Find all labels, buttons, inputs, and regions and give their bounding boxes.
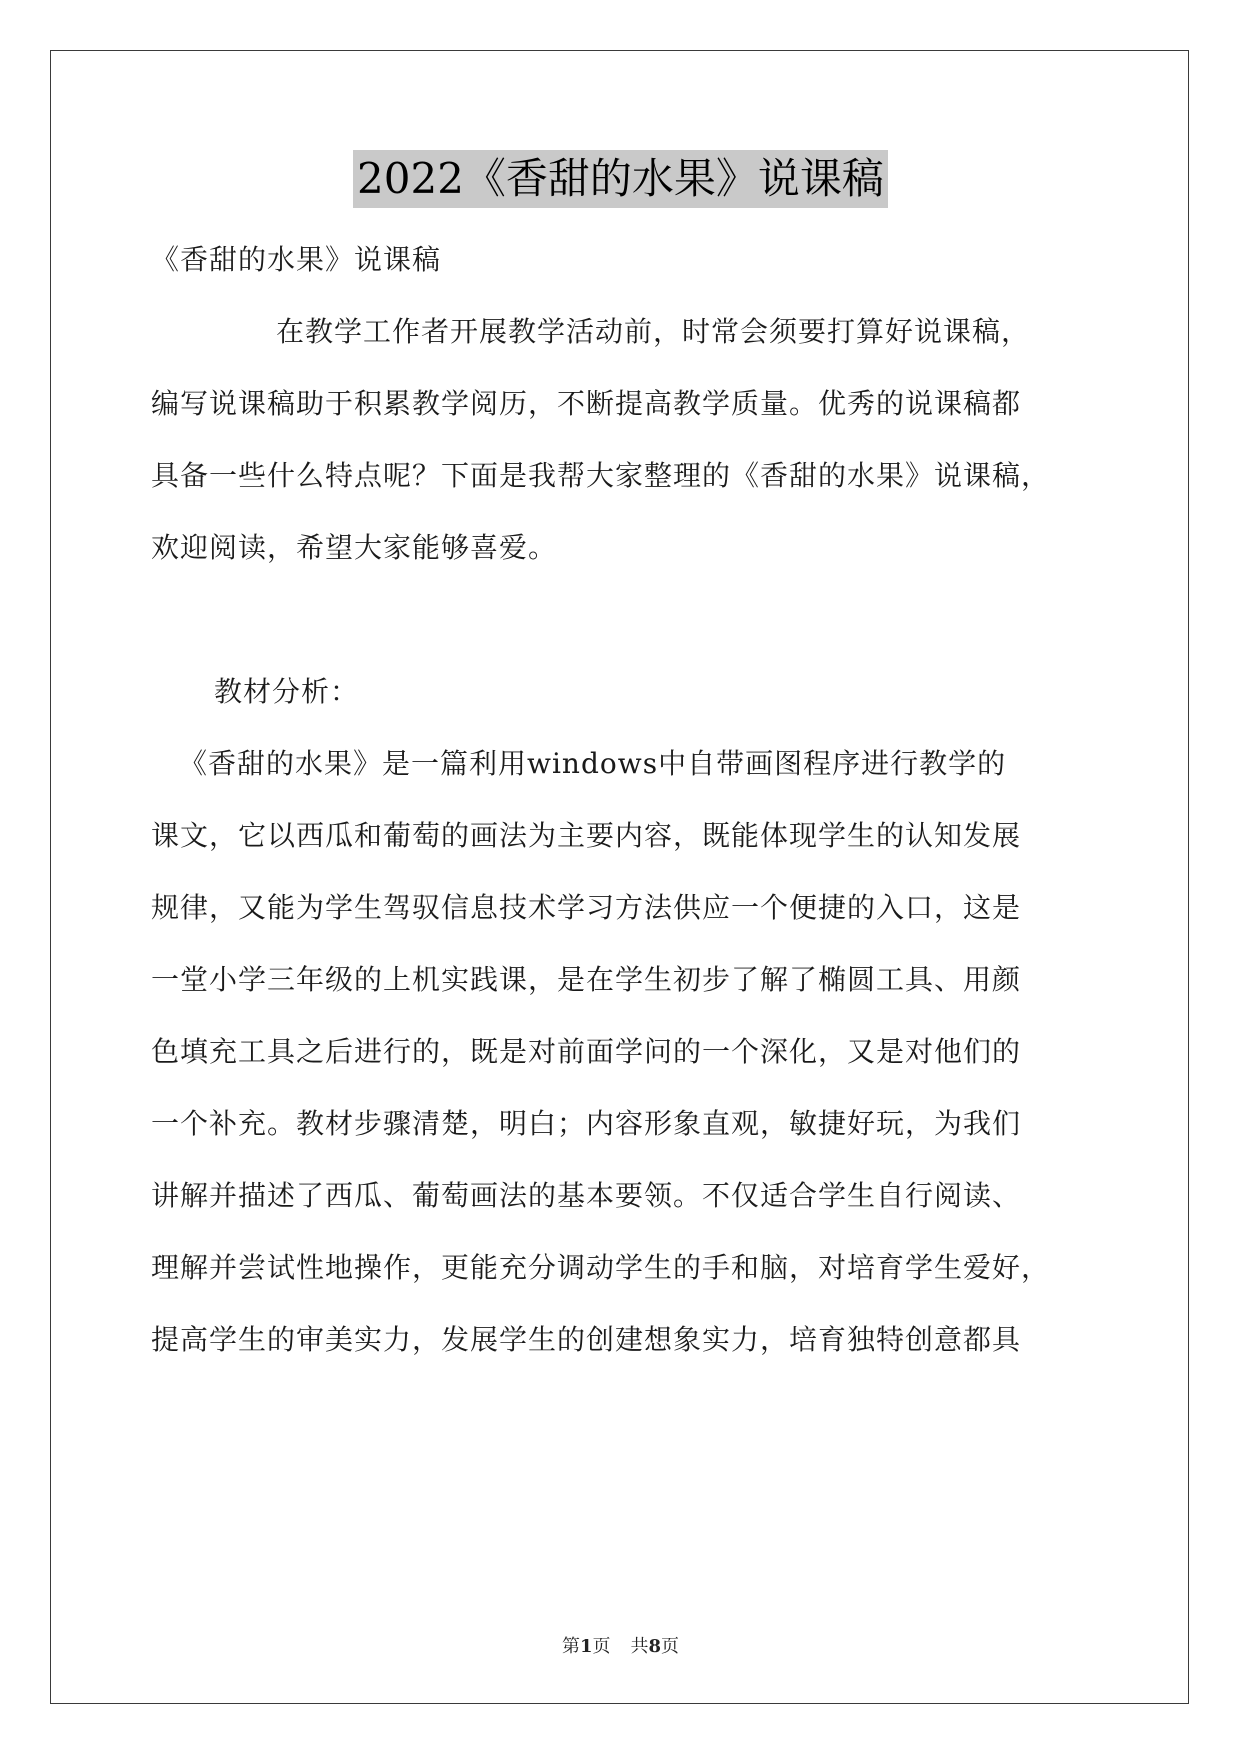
intro-line: 在教学工作者开展教学活动前，时常会须要打算好说课稿，	[276, 315, 1031, 348]
body-line: 一堂小学三年级的上机实践课，是在学生初步了解了椭圆工具、用颜	[151, 963, 1022, 996]
document-title	[0, 150, 1241, 208]
page-number: 1	[579, 1636, 593, 1657]
body-line: 课文，它以西瓜和葡萄的画法为主要内容，既能体现学生的认知发展	[151, 819, 1022, 852]
intro-line: 具备一些什么特点呢？下面是我帮大家整理的《香甜的水果》说课稿，	[151, 459, 1051, 492]
intro-line: 欢迎阅读，希望大家能够喜爱。	[151, 531, 558, 564]
body-line: 一个补充。教材步骤清楚，明白；内容形象直观，敏捷好玩，为我们	[151, 1107, 1022, 1140]
total-prefix: 共	[630, 1636, 649, 1657]
total-pages: 8	[648, 1636, 662, 1657]
intro-line: 编写说课稿助于积累教学阅历，不断提高教学质量。优秀的说课稿都	[151, 387, 1022, 420]
body-line: 色填充工具之后进行的，既是对前面学问的一个深化，又是对他们的	[151, 1035, 1022, 1068]
document-subtitle: 《香甜的水果》说课稿	[151, 243, 442, 276]
page-border	[50, 50, 1189, 1704]
total-suffix: 页	[661, 1636, 680, 1657]
body-line: 讲解并描述了西瓜、葡萄画法的基本要领。不仅适合学生自行阅读、	[151, 1179, 1022, 1212]
body-line: 理解并尝试性地操作，更能充分调动学生的手和脑，对培育学生爱好，	[151, 1251, 1051, 1284]
body-line: 提高学生的审美实力，发展学生的创建想象实力，培育独特创意都具	[151, 1323, 1022, 1356]
page-footer	[0, 1632, 1241, 1658]
body-line: 规律，又能为学生驾驭信息技术学习方法供应一个便捷的入口，这是	[151, 891, 1022, 924]
page-prefix: 第	[561, 1636, 580, 1657]
page-suffix: 页	[592, 1636, 611, 1657]
document-title-text: 2022《香甜的水果》说课稿	[353, 150, 888, 208]
body-line: 《香甜的水果》是一篇利用windows中自带画图程序进行教学的	[179, 747, 1007, 780]
section-heading: 教材分析：	[214, 675, 360, 708]
